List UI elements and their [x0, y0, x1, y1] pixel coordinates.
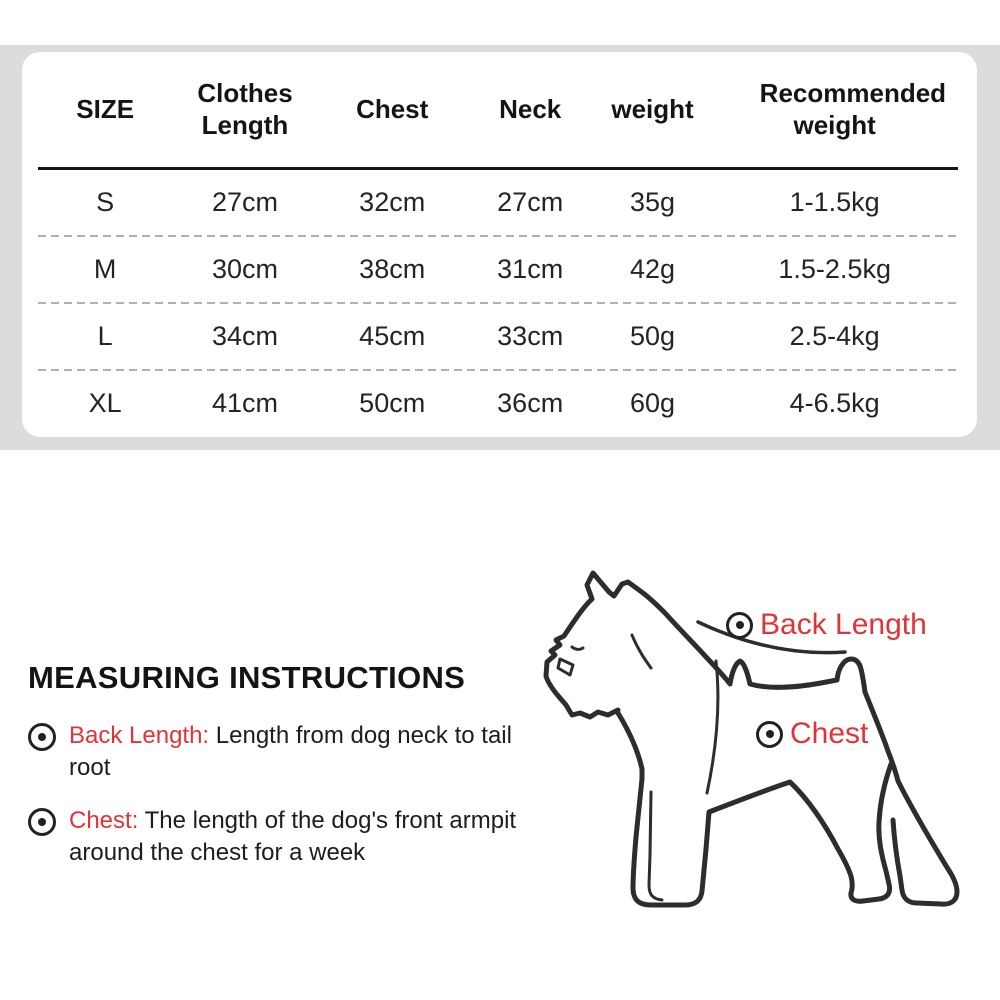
back-length-label: Back Length	[760, 608, 927, 641]
dog-far-front-leg-line	[649, 792, 662, 900]
cell-clothes-length: 34cm	[211, 321, 278, 351]
chest-term: Chest:	[69, 807, 139, 835]
table-row	[38, 304, 958, 369]
cell-recommended-weight: 2.5-4kg	[789, 321, 880, 351]
table-header-row	[38, 52, 958, 170]
cell-size: L	[97, 321, 113, 351]
instruction-list	[28, 720, 548, 870]
cell-chest: 45cm	[359, 321, 426, 351]
table-row	[38, 237, 958, 302]
list-item	[28, 720, 548, 784]
back-length-callout	[726, 610, 927, 640]
cell-neck: 31cm	[497, 254, 564, 284]
cell-weight: 50g	[630, 321, 676, 351]
back-length-term: Back Length:	[69, 722, 210, 749]
cell-neck: 33cm	[497, 321, 564, 351]
cell-chest: 50cm	[359, 388, 426, 418]
cell-clothes-length: 41cm	[211, 388, 278, 418]
cell-size: S	[96, 187, 115, 217]
header-weight: weight	[611, 93, 694, 124]
target-icon	[28, 808, 56, 836]
dog-nose-detail	[558, 659, 573, 675]
table-row	[38, 371, 958, 436]
dog-eye-line	[572, 647, 583, 649]
cell-neck: 27cm	[497, 187, 564, 217]
cell-neck: 36cm	[497, 388, 564, 418]
table-row	[38, 170, 958, 235]
header-clothes-length: Clothes Length	[197, 77, 293, 140]
chest-label: Chest	[790, 717, 869, 750]
header-size: SIZE	[76, 93, 135, 124]
instruction-text	[69, 805, 534, 869]
cell-clothes-length: 30cm	[211, 254, 278, 284]
measuring-instructions-title: MEASURING INSTRUCTIONS	[28, 660, 466, 695]
measuring-instructions	[28, 660, 548, 870]
cell-weight: 42g	[630, 254, 676, 284]
cell-weight: 35g	[630, 187, 676, 217]
dog-cheek-line	[632, 635, 651, 668]
size-table-panel	[0, 45, 1000, 450]
target-icon	[726, 612, 753, 639]
dog-shoulder-line	[707, 661, 718, 793]
instruction-text	[69, 720, 534, 784]
cell-weight: 60g	[630, 388, 676, 418]
cell-recommended-weight: 1.5-2.5kg	[778, 254, 891, 284]
list-item	[28, 805, 548, 869]
cell-size: M	[93, 254, 117, 284]
size-table	[38, 52, 958, 437]
back-length-definition: Length from dog neck to tail root	[69, 722, 512, 782]
cell-chest: 38cm	[359, 254, 426, 284]
header-recommended-weight: Recommended weight	[759, 77, 947, 140]
cell-size: XL	[88, 388, 122, 418]
cell-chest: 32cm	[359, 187, 426, 217]
cell-clothes-length: 27cm	[211, 187, 278, 217]
cell-recommended-weight: 1-1.5kg	[789, 187, 880, 217]
chest-callout	[756, 719, 868, 749]
header-chest: Chest	[356, 93, 429, 124]
target-icon	[756, 721, 783, 748]
size-table-card	[22, 52, 977, 437]
header-neck: Neck	[499, 93, 562, 124]
cell-recommended-weight: 4-6.5kg	[789, 388, 880, 418]
chest-definition: The length of the dog's front armpit around the chest for a week	[69, 807, 517, 867]
target-icon	[28, 723, 56, 751]
